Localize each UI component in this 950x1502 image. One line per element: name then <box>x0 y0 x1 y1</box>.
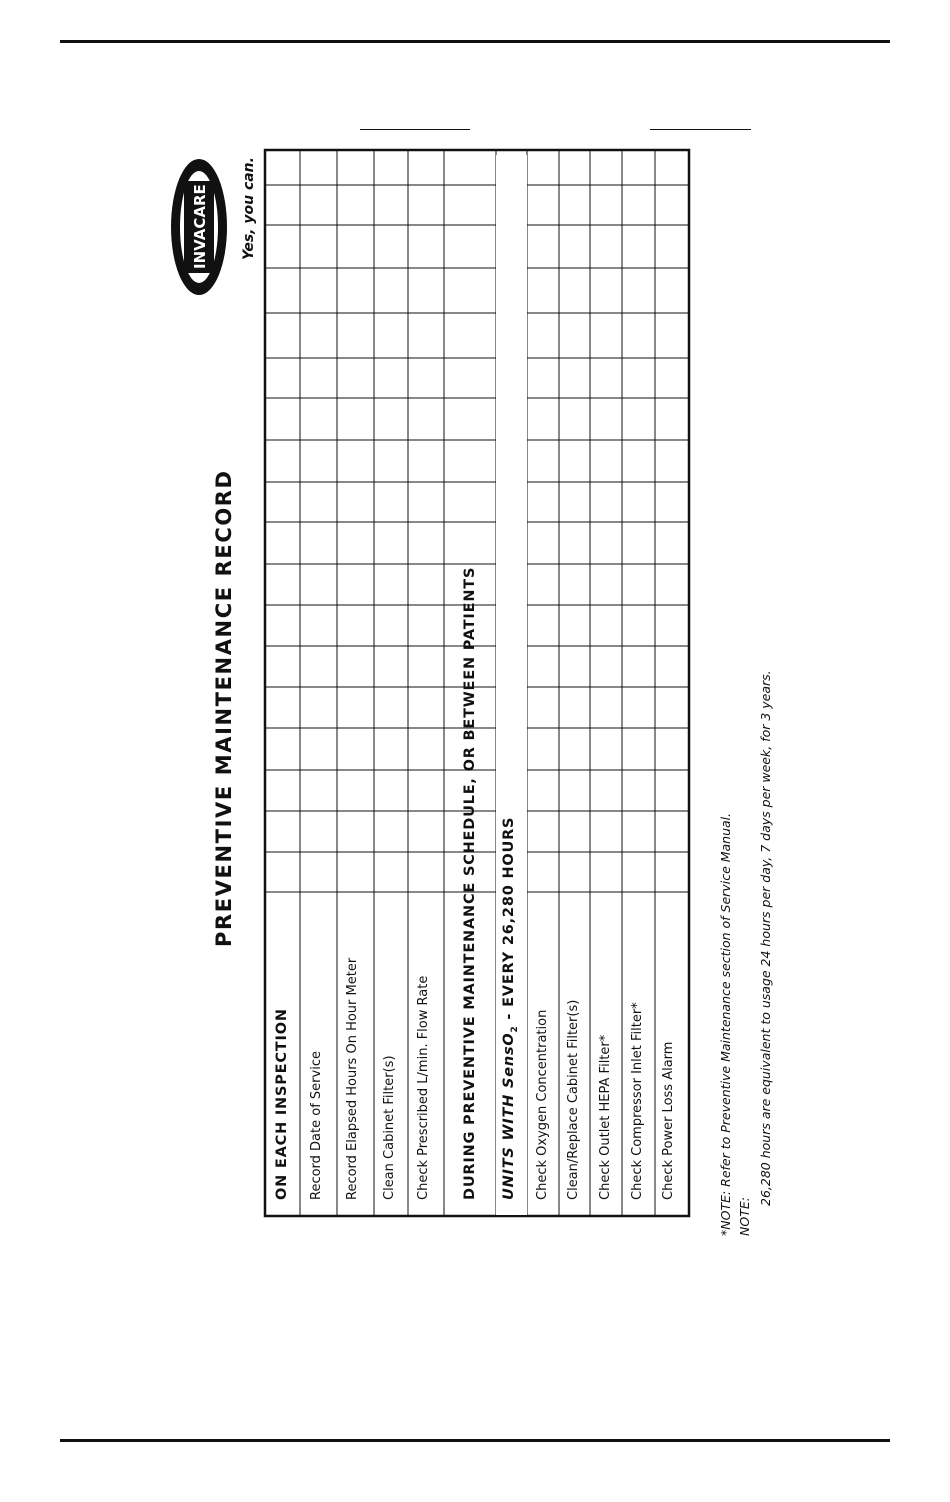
item-record-hours: Record Elapsed Hours On Hour Meter <box>345 957 360 1200</box>
item-check-hepa-filter: Check Outlet HEPA Filter* <box>598 1034 613 1200</box>
item-check-compressor-filter: Check Compressor Inlet Filter* <box>630 1002 645 1200</box>
item-clean-cabinet-filter: Clean Cabinet Filter(s) <box>382 1055 397 1200</box>
note-label: NOTE: <box>737 1197 752 1236</box>
item-clean-replace-filter: Clean/Replace Cabinet Filter(s) <box>566 999 581 1200</box>
note-service-manual: *NOTE: Refer to Preventive Maintenance section of Service Manual. <box>718 812 733 1236</box>
note-hours-equivalence: 26,280 hours are equivalent to usage 24 hours per day, 7 days per week, for 3 years. <box>758 670 773 1206</box>
item-record-date: Record Date of Service <box>309 1051 324 1200</box>
section-units-with-senso2: UNITS WITH SensO$_2$ - EVERY 26,280 HOURS <box>501 816 520 1200</box>
svg-text:INVACARE: INVACARE <box>191 184 209 269</box>
item-check-flow-rate: Check Prescribed L/min. Flow Rate <box>416 975 431 1200</box>
page-title: PREVENTIVE MAINTENANCE RECORD <box>212 469 236 947</box>
item-check-oxygen: Check Oxygen Concentration <box>535 1009 550 1200</box>
item-check-power-alarm: Check Power Loss Alarm <box>661 1041 676 1200</box>
section-during-pm-schedule: DURING PREVENTIVE MAINTENANCE SCHEDULE, OR BETWEEN PATIENTS <box>462 566 478 1200</box>
logo-tagline: Yes, you can. <box>241 157 257 260</box>
section-on-each-inspection: ON EACH INSPECTION <box>274 1008 290 1200</box>
